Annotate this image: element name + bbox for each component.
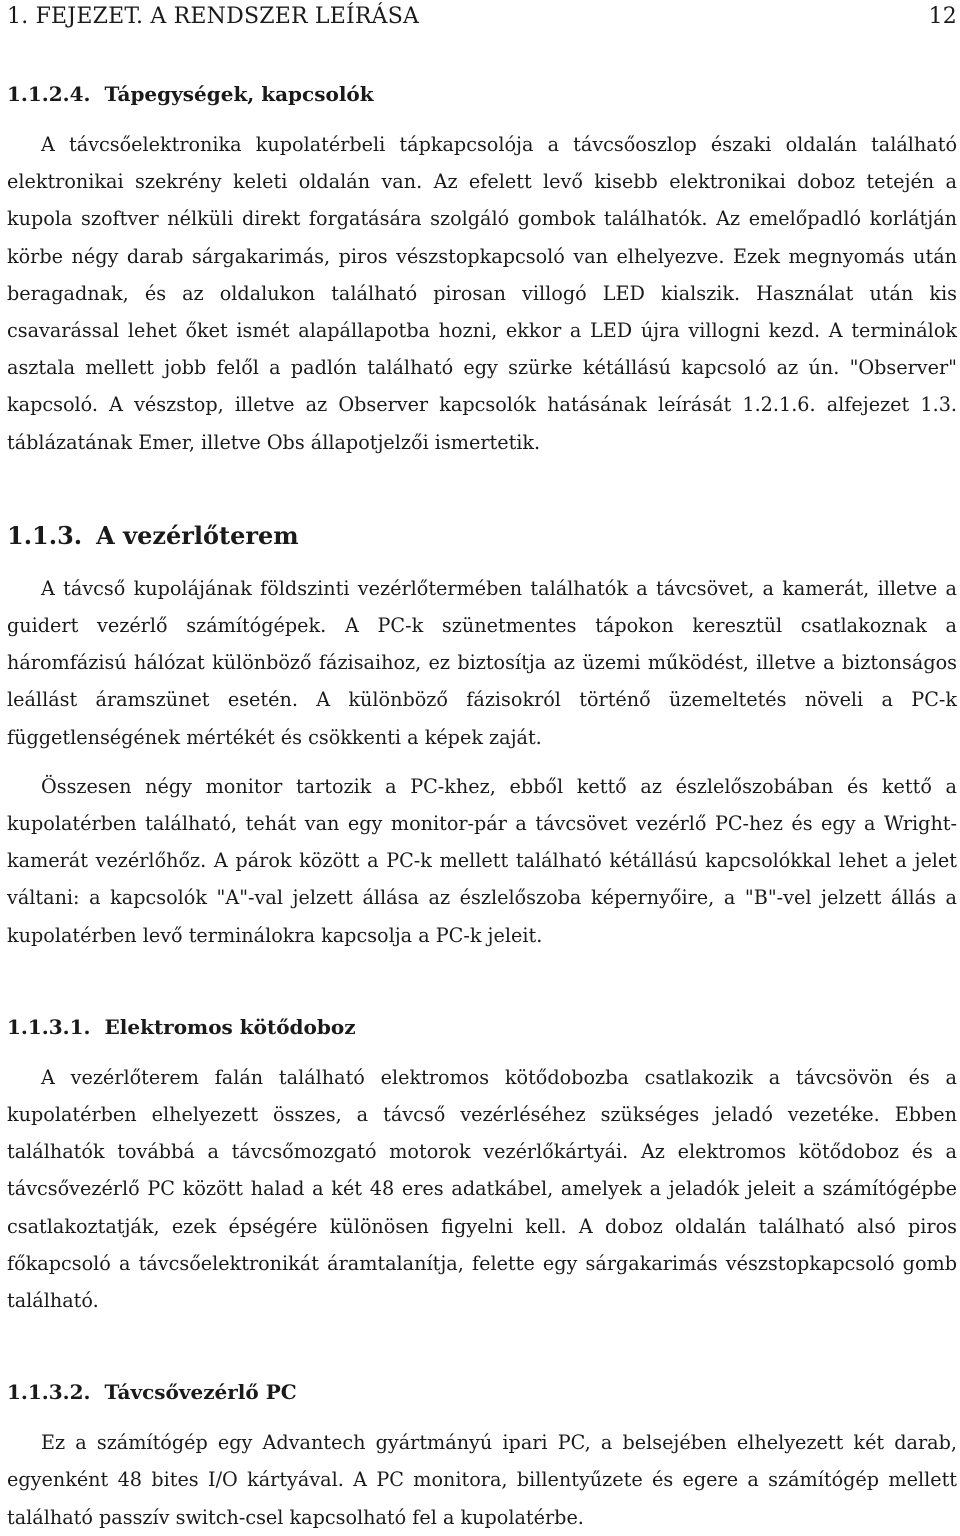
section-heading — [7, 1377, 957, 1407]
section-title: Tápegységek, kapcsolók — [104, 82, 374, 106]
chapter-title: 1. FEJEZET. A RENDSZER LEÍRÁSA — [7, 4, 420, 29]
paragraph: Ez a számítógép egy Advantech gyártmányú ipari PC, a belsejében elhelyezett két darab, egyenként 48 bites I/O kártyával. A PC monitora, billentyűzete és egere a számítógép mellett található passzív switch-csel kapcsolható fel a kupolatérbe. — [7, 1431, 957, 1529]
section-title: A vezérlőterem — [96, 520, 299, 550]
section-tapegysegek — [7, 79, 957, 461]
section-title: Elektromos kötődoboz — [104, 1014, 356, 1039]
page-number: 12 — [928, 4, 957, 29]
section-title: Távcsővezérlő PC — [104, 1380, 297, 1405]
section-number: 1.1.3. — [7, 520, 83, 550]
section-tavcsovezerlo-pc — [7, 1377, 957, 1536]
paragraph: A távcső kupolájának földszinti vezérlőtermében találhatók a távcsövet, a kamerát, illetve a guidert vezérlő számítógépek. A PC-k szünetmentes tápokon keresztül csatlakoznak a háromfázisú hálózat különböző fázisaihoz, ez biztosítja az üzemi működést, illetve a biztonságos leállást áramszünet esetén. A különböző fázisokról történő üzemeltetés növeli a PC-k függetlenségének mértékét és csökkenti a képek zaját. — [7, 576, 957, 749]
section-vezerloterem — [7, 519, 957, 954]
running-header — [7, 0, 957, 40]
section-number: 1.1.2.4. — [7, 82, 91, 106]
section-number: 1.1.3.1. — [7, 1014, 91, 1039]
paragraph: A távcsőelektronika kupolatérbeli tápkapcsolója a távcsőoszlop északi oldalán található elektronikai szekrény keleti oldalán van. Az efelett levő kisebb elektronikai doboz tetején a kupola szoftver nélküli direkt forgatására szolgáló gombok találhatók. Az emelőpadló korlátján körbe négy darab sárgakarimás, piros vészstopkapcsoló van elhelyezve. Ezek megnyomás után beragadnak, és az oldalukon található pirosan villogó LED kialszik. Használat után kis csavarással lehet őket ismét alapállapotba hozni, ekkor a LED újra villogni kezd. A terminálok asztala mellett jobb felől a padlón található egy szürke kétállású kapcsoló az ún. "Observer" kapcsoló. A vészstop, illetve az Observer kapcsolók hatásának leírását 1.2.1.6. alfejezet 1.3. táblázatának Emer, illetve Obs állapotjelzői ismertetik. — [7, 133, 957, 454]
section-heading — [7, 79, 957, 109]
paragraph: A vezérlőterem falán található elektromos kötődobozba csatlakozik a távcsövön és a kupolatérben elhelyezett összes, a távcső vezérléséhez szükséges jeladó vezetéke. Ebben találhatók továbbá a távcsőmozgató motorok vezérlőkártyái. Az elektromos kötődoboz és a távcsővezérlő PC között halad a két 48 eres adatkábel, amelyek a jeladók jeleit a számítógépbe csatlakoztatják, ezek épségére különösen figyelni kell. A doboz oldalán található alsó piros főkapcsoló a távcsőelektronikát áramtalanítja, felette egy sárgakarimás vészstopkapcsoló gomb található. — [7, 1065, 957, 1313]
section-number: 1.1.3.2. — [7, 1380, 91, 1405]
section-heading — [7, 519, 957, 553]
section-heading — [7, 1012, 957, 1042]
paragraph: Összesen négy monitor tartozik a PC-khez, ebből kettő az észlelőszobában és kettő a kupolatérben található, tehát van egy monitor-pár a távcsövet vezérlő PC-hez és egy a Wright-kamerát vezérlőhőz. A párok között a PC-k mellett található kétállású kapcsolókkal lehet a jelet váltani: a kapcsolók "A"-val jelzett állása az észlelőszoba képernyőire, a "B"-vel jelzett állás a kupolatérben levő terminálokra kapcsolja a PC-k jeleit. — [7, 774, 957, 947]
section-elektromos-kotodoboz — [7, 1012, 957, 1319]
